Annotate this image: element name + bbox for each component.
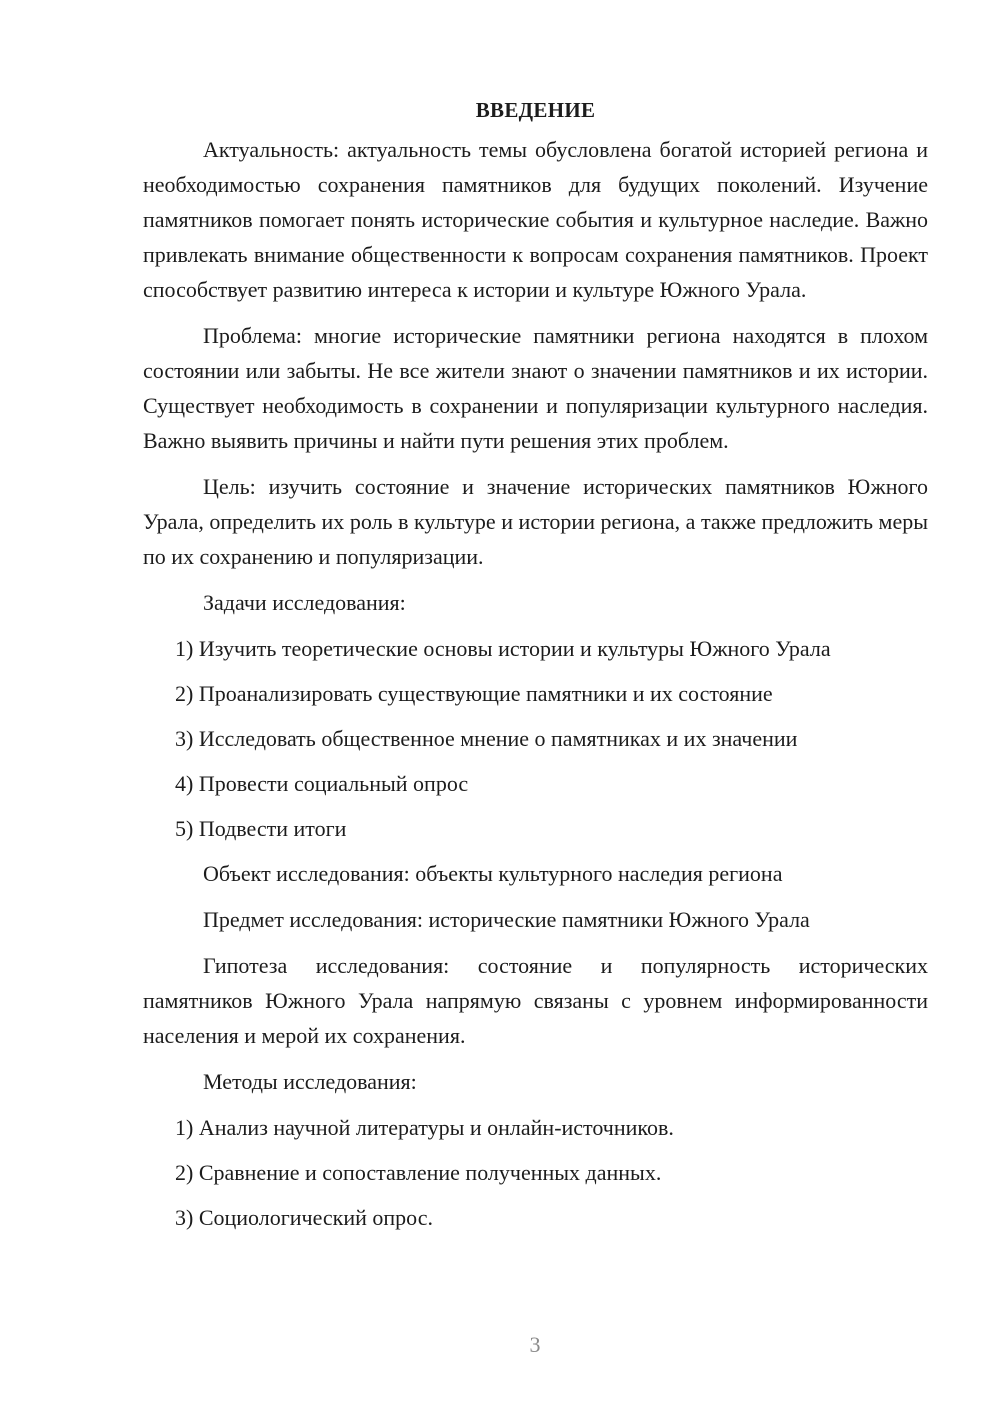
- method-item: 2) Сравнение и сопоставление полученных данных.: [175, 1160, 662, 1185]
- relevance-paragraph: Актуальность: актуальность темы обусловлена богатой историей региона и необходимостью сохранения памятников для будущих поколений. Изучение памятников помогает понять исторические события и культурное наследие. Важно привлекать внимание общественности к вопросам сохранения памятников. Проект способствует развитию интереса к истории и культуре Южного Урала.: [143, 137, 928, 302]
- document-body: [143, 92, 928, 1245]
- methods-heading: Методы исследования:: [203, 1069, 417, 1094]
- goal-paragraph: Цель: изучить состояние и значение исторических памятников Южного Урала, определить их роль в культуре и истории региона, а также предложить меры по их сохранению и популяризации.: [143, 474, 928, 569]
- method-item: 3) Социологический опрос.: [175, 1205, 433, 1230]
- hypothesis-paragraph: Гипотеза исследования: состояние и популярность исторических памятников Южного Урала напрямую связаны с уровнем информированности населения и мерой их сохранения.: [143, 953, 928, 1048]
- subject-line: Предмет исследования: исторические памятники Южного Урала: [203, 907, 810, 932]
- task-item: 3) Исследовать общественное мнение о памятниках и их значении: [175, 726, 798, 751]
- task-item: 5) Подвести итоги: [175, 816, 347, 841]
- task-item: 1) Изучить теоретические основы истории и культуры Южного Урала: [175, 636, 831, 661]
- page-number: 3: [529, 1332, 541, 1357]
- tasks-heading: Задачи исследования:: [203, 590, 406, 615]
- section-title: ВВЕДЕНИЕ: [475, 98, 596, 122]
- object-line: Объект исследования: объекты культурного наследия региона: [203, 861, 783, 886]
- problem-paragraph: Проблема: многие исторические памятники региона находятся в плохом состоянии или забыты. Не все жители знают о значении памятников и их истории. Существует необходимость в сохранении и популяризации культурного наследия. Важно выявить причины и найти пути решения этих проблем.: [143, 323, 928, 453]
- task-item: 2) Проанализировать существующие памятники и их состояние: [175, 681, 773, 706]
- tasks-list: [143, 631, 928, 846]
- task-item: 4) Провести социальный опрос: [175, 771, 469, 796]
- methods-list: [143, 1110, 928, 1235]
- method-item: 1) Анализ научной литературы и онлайн-источников.: [175, 1115, 674, 1140]
